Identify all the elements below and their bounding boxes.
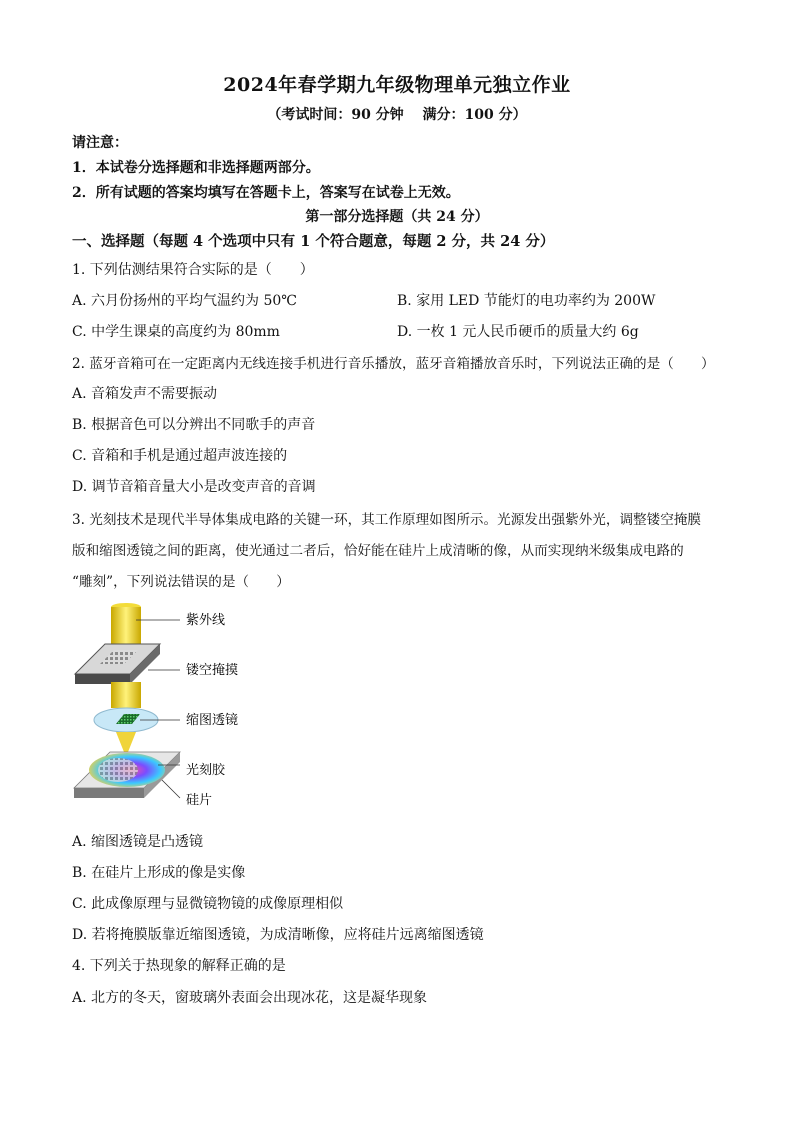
option-b: B. 家用 LED 节能灯的电功率约为 200W bbox=[397, 293, 656, 309]
label-uv: 紫外线 bbox=[186, 613, 226, 628]
option-b: B. 根据音色可以分辨出不同歌手的声音 bbox=[72, 417, 316, 433]
label-lens: 缩图透镜 bbox=[186, 713, 239, 728]
uv-beam-lower bbox=[111, 682, 141, 708]
mask-plate bbox=[75, 644, 160, 684]
silicon-wafer bbox=[74, 752, 180, 798]
question-stem: “雕刻”，下列说法错误的是（ ） bbox=[72, 574, 290, 590]
option-c: C. 中学生课桌的高度约为 80mm bbox=[72, 324, 280, 340]
question-stem: 4. 下列关于热现象的解释正确的是 bbox=[72, 958, 286, 974]
option-c: C. 此成像原理与显微镜物镜的成像原理相似 bbox=[72, 896, 344, 912]
option-b: B. 在硅片上形成的像是实像 bbox=[72, 865, 246, 881]
focused-beam bbox=[116, 732, 136, 752]
label-photoresist: 光刻胶 bbox=[186, 763, 226, 778]
option-d: D. 一枚 1 元人民币硬币的质量大约 6g bbox=[397, 324, 639, 340]
option-a: A. 音箱发声不需要振动 bbox=[72, 386, 218, 402]
option-a: A. 缩图透镜是凸透镜 bbox=[72, 834, 204, 850]
option-d: D. 调节音箱音量大小是改变声音的音调 bbox=[72, 479, 316, 495]
page-title: 2024年春学期九年级物理单元独立作业 bbox=[223, 74, 571, 96]
notice-item: 2．所有试题的答案均填写在答题卡上，答案写在试卷上无效。 bbox=[72, 185, 460, 201]
notice-heading: 请注意： bbox=[72, 135, 128, 151]
option-d: D. 若将掩膜版靠近缩图透镜，为成清晰像，应将硅片远离缩图透镜 bbox=[72, 927, 484, 943]
question-stem: 2. 蓝牙音箱可在一定距离内无线连接手机进行音乐播放，蓝牙音箱播放音乐时，下列说法正确的是（ ） bbox=[72, 356, 715, 372]
photolithography-figure bbox=[70, 602, 270, 807]
part-title: 第一部分选择题（共 24 分） bbox=[305, 209, 489, 225]
option-a: A. 六月份扬州的平均气温约为 50℃ bbox=[72, 293, 297, 309]
question-stem: 3. 光刻技术是现代半导体集成电路的关键一环，其工作原理如图所示。光源发出强紫外光，调整镂空掩膜 bbox=[72, 512, 702, 528]
section-heading: 一、选择题（每题 4 个选项中只有 1 个符合题意，每题 2 分，共 24 分） bbox=[72, 233, 555, 250]
notice-item: 1．本试卷分选择题和非选择题两部分。 bbox=[72, 160, 320, 176]
option-c: C. 音箱和手机是通过超声波连接的 bbox=[72, 448, 288, 464]
option-a: A. 北方的冬天，窗玻璃外表面会出现冰花，这是凝华现象 bbox=[72, 990, 428, 1006]
question-stem: 版和缩图透镜之间的距离，使光通过二者后，恰好能在硅片上成清晰的像，从而实现纳米级集成电路的 bbox=[72, 543, 684, 559]
label-mask: 镂空掩摸 bbox=[186, 663, 239, 678]
exam-meta: （考试时间：90 分钟 满分：100 分） bbox=[267, 107, 527, 123]
label-wafer: 硅片 bbox=[186, 793, 213, 807]
question-stem: 1. 下列估测结果符合实际的是（ ） bbox=[72, 262, 314, 278]
